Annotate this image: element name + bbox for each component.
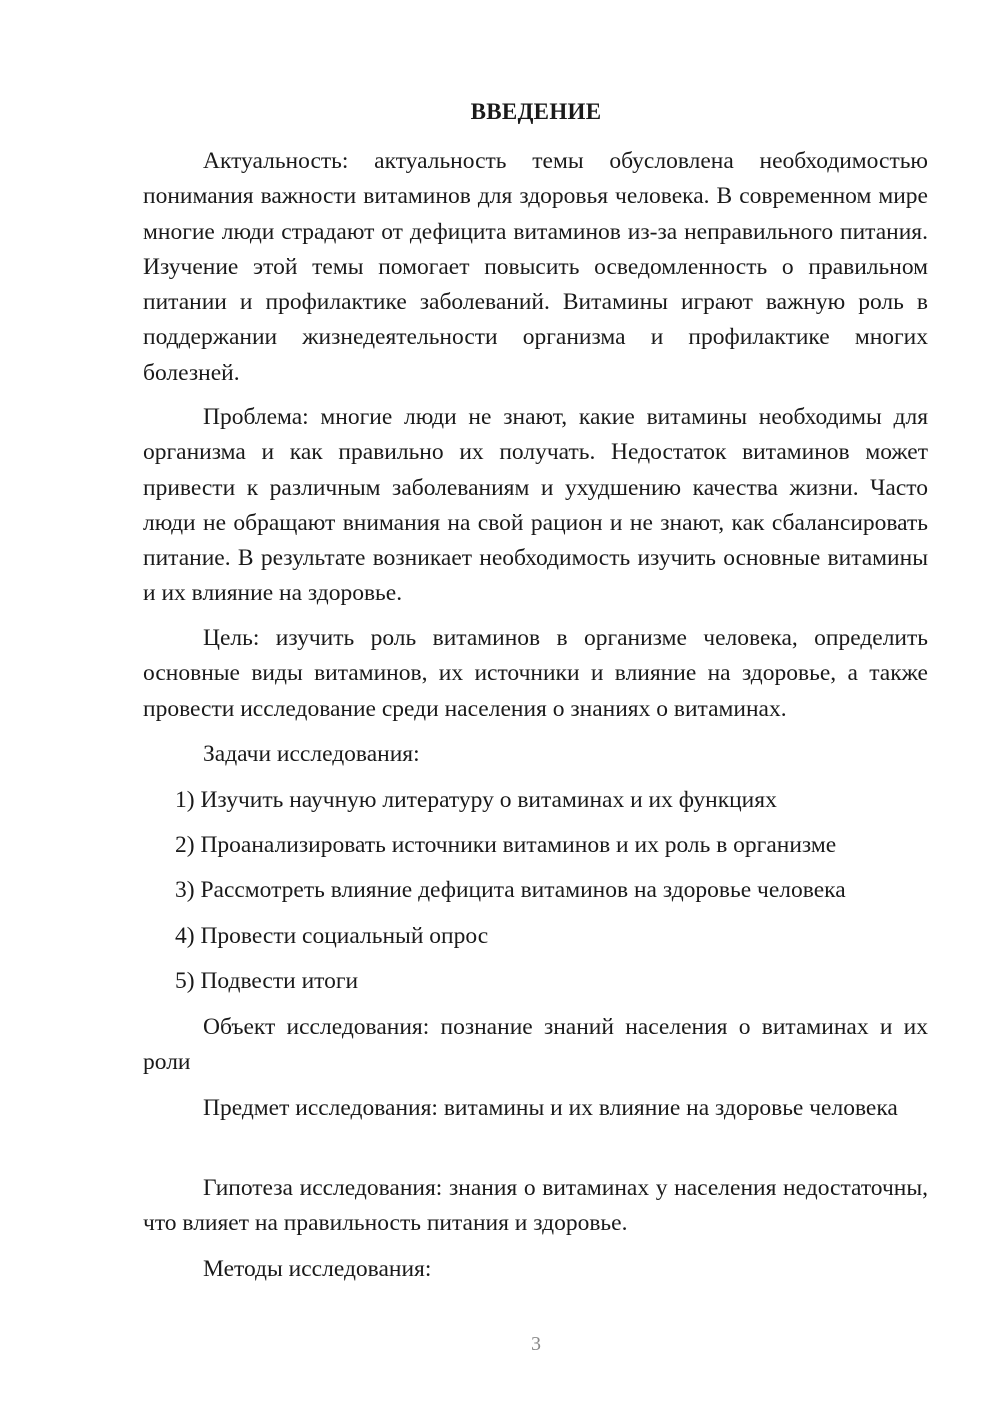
list-item: 2) Проанализировать источники витаминов и их роль в организме <box>175 832 837 858</box>
tasks-heading: Задачи исследования: <box>203 741 420 767</box>
paragraph-relevance: Актуальность: актуальность темы обусловлена необходимостью понимания важности витаминов для здоровья человека. В современном мире многие люди страдают от дефицита витаминов из-за неправильного питания. Изучение этой темы помогает повысить осведомленность о правильном питании и профилактике заболеваний. Витамины играют важную роль в поддержании жизнедеятельности организма и профилактике многих болезней. <box>143 148 928 386</box>
page-number: 3 <box>531 1333 541 1355</box>
methods-heading: Методы исследования: <box>203 1256 432 1282</box>
page-title: ВВЕДЕНИЕ <box>470 99 602 124</box>
list-item: 3) Рассмотреть влияние дефицита витаминов на здоровье человека <box>175 877 846 903</box>
list-item: 1) Изучить научную литературу о витаминах и их функциях <box>175 787 777 813</box>
paragraph-hypothesis: Гипотеза исследования: знания о витаминах у населения недостаточны, что влияет на правильность питания и здоровье. <box>143 1175 928 1237</box>
list-item: 5) Подвести итоги <box>175 968 359 994</box>
paragraph-subject: Предмет исследования: витамины и их влияние на здоровье человека <box>203 1095 898 1121</box>
list-item: 4) Провести социальный опрос <box>175 923 489 949</box>
paragraph-object: Объект исследования: познание знаний населения о витаминах и их роли <box>143 1014 928 1076</box>
paragraph-problem: Проблема: многие люди не знают, какие витамины необходимы для организма и как правильно их получать. Недостаток витаминов может привести к различным заболеваниям и ухудшению качества жизни. Часто люди не обращают внимания на свой рацион и не знают, как сбалансировать питание. В результате возникает необходимость изучить основные витамины и их влияние на здоровье. <box>143 404 928 607</box>
paragraph-goal: Цель: изучить роль витаминов в организме человека, определить основные виды витаминов, их источники и влияние на здоровье, а также провести исследование среди населения о знаниях о витаминах. <box>143 625 928 722</box>
